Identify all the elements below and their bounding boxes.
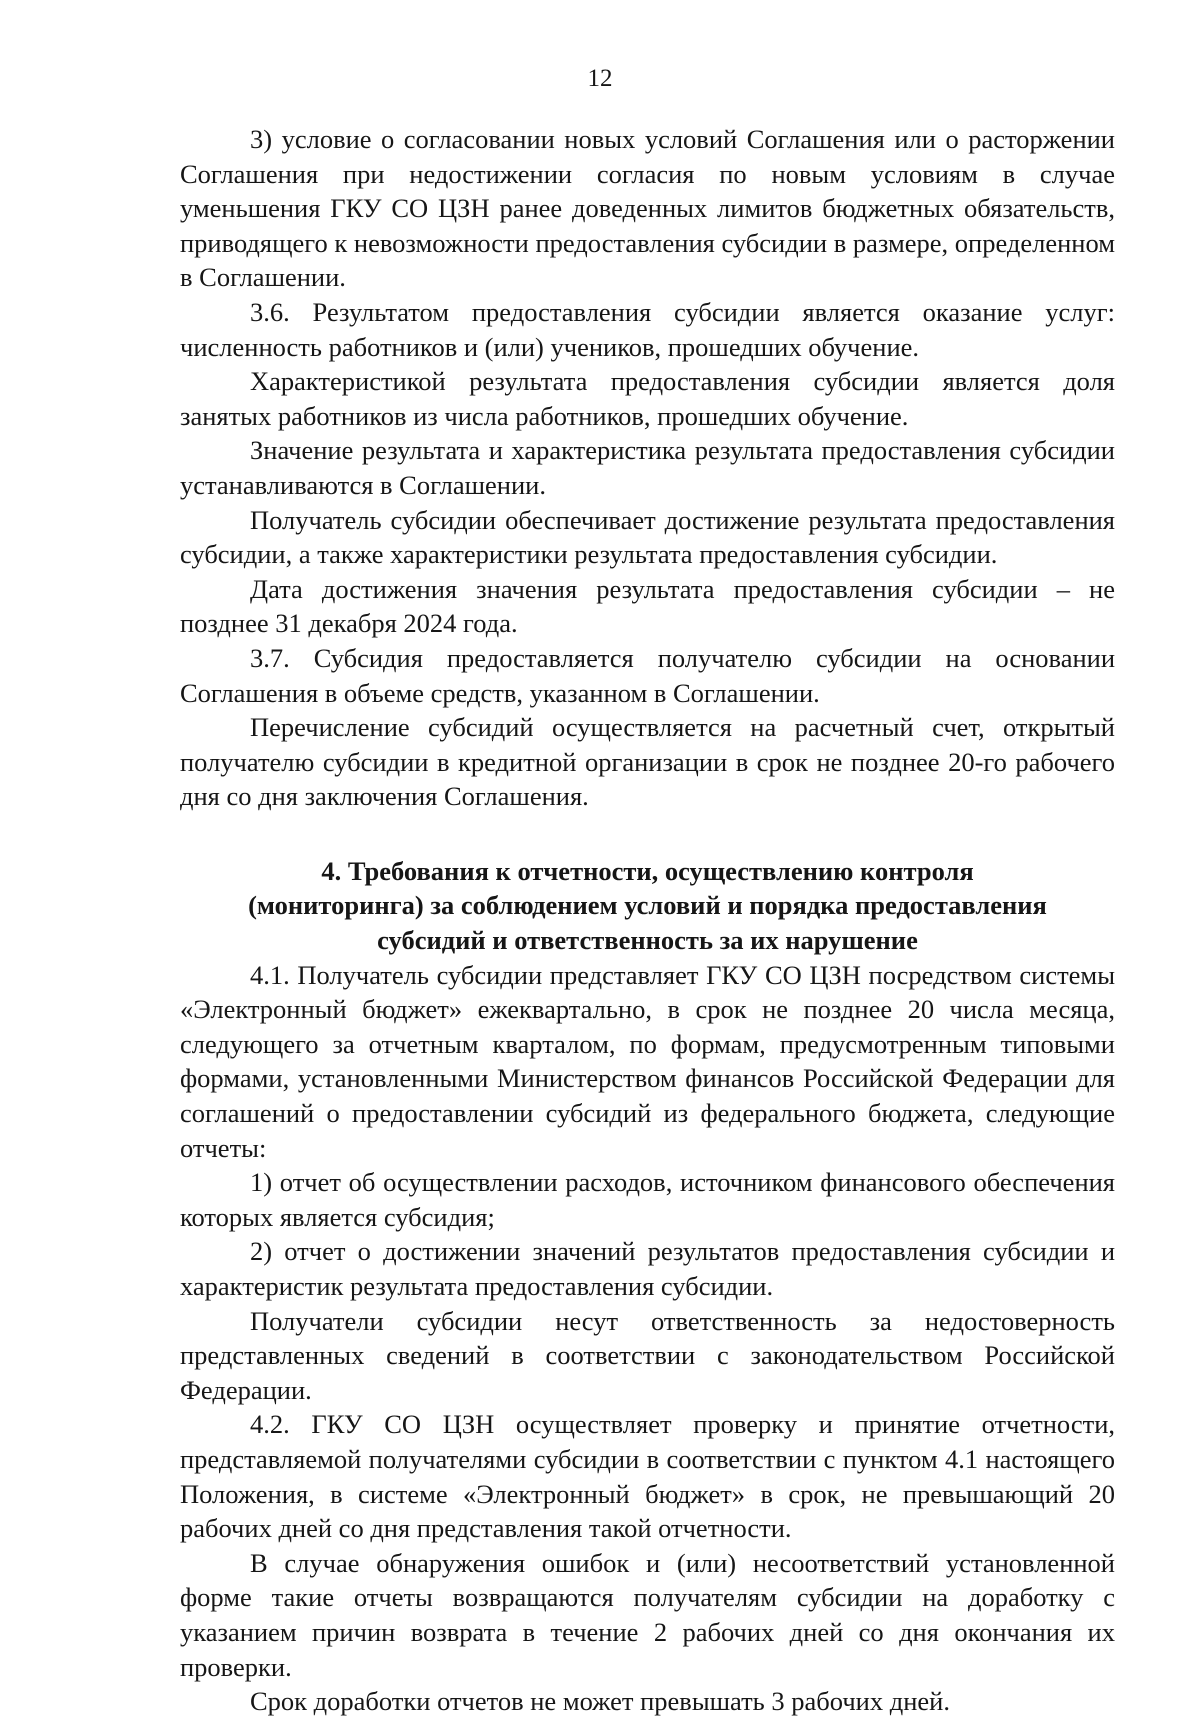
paragraph-recipient-ensures: Получатель субсидии обеспечивает достижение результата предоставления субсидии, а также характеристики результата предоставления субсидии. <box>180 504 1115 570</box>
section-4-heading <box>180 814 1115 958</box>
paragraph-report-1: 1) отчет об осуществлении расходов, источником финансового обеспечения которых является субсидия; <box>180 1167 1115 1232</box>
document-body <box>180 122 1115 1719</box>
section-4-heading-line: (мониторинга) за соблюдением условий и порядка предоставления <box>248 890 1047 921</box>
paragraph-achievement-date: Дата достижения значения результата предоставления субсидии – не позднее 31 декабря 2024 года. <box>180 573 1115 639</box>
paragraph-report-2: 2) отчет о достижении значений результатов предоставления субсидии и характеристик результата предоставления субсидии. <box>180 1236 1115 1301</box>
paragraph-3-6: 3.6. Результатом предоставления субсидии является оказание услуг: численность работников и (или) учеников, прошедших обучение. <box>180 296 1115 362</box>
paragraph-4-1: 4.1. Получатель субсидии представляет ГКУ СО ЦЗН посредством системы «Электронный бюджет» ежеквартально, в срок не позднее 20 числа месяца, следующего за отчетным кварталом, по формам, предусмотренным типовыми формами, установленными Министерством финансов Российской Федерации для соглашений о предоставлении субсидий из федерального бюджета, следующие отчеты: <box>180 959 1115 1163</box>
paragraph-3-condition: 3) условие о согласовании новых условий Соглашения или о расторжении Соглашения при недостижении согласия по новым условиям в случае уменьшения ГКУ СО ЦЗН ранее доведенных лимитов бюджетных обязательств, приводящего к невозможности предоставления субсидии в размере, определенном в Соглашении. <box>180 124 1115 293</box>
paragraph-responsibility: Получатели субсидии несут ответственность за недостоверность представленных сведений в соответствии с законодательством Российской Федерации. <box>180 1305 1115 1405</box>
paragraph-4-2: 4.2. ГКУ СО ЦЗН осуществляет проверку и принятие отчетности, представляемой получателями субсидии в соответствии с пунктом 4.1 настоящего Положения, в системе «Электронный бюджет» в срок, не превышающий 20 рабочих дней со дня представления такой отчетности. <box>180 1409 1115 1544</box>
paragraph-revision-term: Срок доработки отчетов не может превышать 3 рабочих дней. <box>250 1686 950 1717</box>
paragraph-3-7: 3.7. Субсидия предоставляется получателю субсидии на основании Соглашения в объеме средств, указанном в Соглашении. <box>180 642 1115 708</box>
paragraph-transfer: Перечисление субсидий осуществляется на расчетный счет, открытый получателю субсидии в кредитной организации в срок не позднее 20-го рабочего дня со дня заключения Соглашения. <box>180 712 1115 812</box>
section-4-heading-line: 4. Требования к отчетности, осуществлению контроля <box>321 855 974 886</box>
paragraph-result-value: Значение результата и характеристика результата предоставления субсидии устанавливаются в Соглашении. <box>180 435 1115 500</box>
paragraph-result-characteristic: Характеристикой результата предоставления субсидии является доля занятых работников из числа работников, прошедших обучение. <box>180 366 1115 431</box>
page-number: 12 <box>587 65 613 92</box>
paragraph-errors-return: В случае обнаружения ошибок и (или) несоответствий установленной форме такие отчеты возвращаются получателям субсидии на доработку с указанием причин возврата в течение 2 рабочих дней со дня окончания их проверки. <box>180 1547 1115 1682</box>
section-4-heading-line: субсидий и ответственность за их нарушение <box>377 925 918 956</box>
